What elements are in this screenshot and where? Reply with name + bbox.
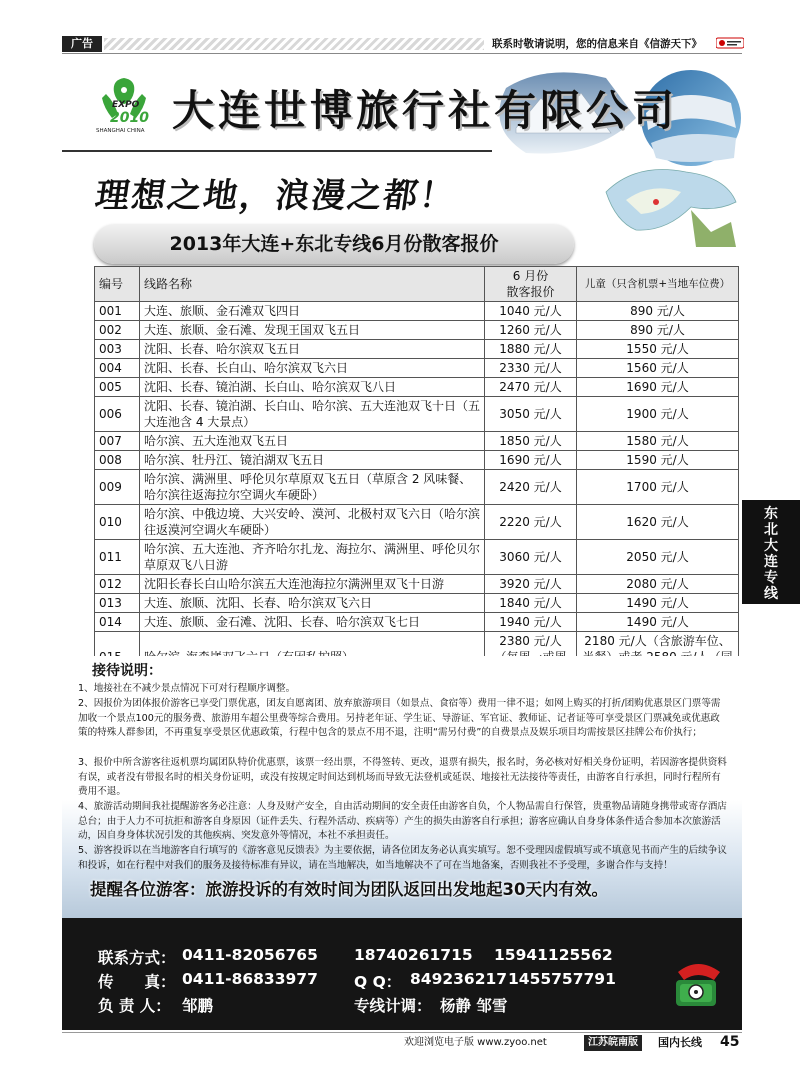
cell-id: 013	[95, 594, 140, 613]
cell-route: 大连、旅顺、金石滩、沈阳、长春、哈尔滨双飞七日	[140, 613, 485, 632]
cell-id: 005	[95, 378, 140, 397]
cell-adult: 2380 元/人	[485, 632, 577, 683]
cell-adult: 2420 元/人	[485, 470, 577, 505]
cell-adult: 2330 元/人	[485, 359, 577, 378]
cell-child: 1490 元/人	[577, 594, 739, 613]
top-divider	[62, 53, 742, 54]
contact-qq-label: Q Q：	[354, 973, 402, 991]
cell-adult: 3050 元/人	[485, 397, 577, 432]
cell-id: 009	[95, 470, 140, 505]
note-item: 1、地接社在不减少景点情况下可对行程顺序调整。	[78, 683, 296, 694]
cell-child: 1560 元/人	[577, 359, 739, 378]
table-row	[95, 470, 739, 505]
cell-child: 1590 元/人	[577, 451, 739, 470]
cell-id: 012	[95, 575, 140, 594]
cell-id: 001	[95, 302, 140, 321]
header-adult-line1: 6 月份	[512, 269, 549, 283]
contact-method-label: 联系方式：	[98, 949, 176, 967]
table-row	[95, 359, 739, 378]
top-stripe-decoration	[104, 38, 484, 50]
cell-route: 沈阳、长春、镜泊湖、长白山、哈尔滨、五大连池双飞十日（五大连池含 4 大景点）	[140, 397, 485, 432]
cell-adult: 2470 元/人	[485, 378, 577, 397]
cell-id: 004	[95, 359, 140, 378]
side-section-label	[742, 506, 800, 602]
cell-route: 大连、旅顺、金石滩、发现王国双飞五日	[140, 321, 485, 340]
table-row	[95, 340, 739, 359]
footer-divider	[62, 1032, 742, 1033]
cell-adult: 3060 元/人	[485, 540, 577, 575]
cell-child: 2050 元/人	[577, 540, 739, 575]
ad-tag: 广告	[62, 36, 102, 52]
complaint-reminder: 提醒各位游客：旅游投诉的有效时间为团队返回出发地起30天内有效。	[90, 880, 608, 899]
contact-manager: 邹鹏	[182, 997, 214, 1015]
table-header-row	[95, 267, 739, 302]
note-item: 4、旅游活动期间我社提醒游客务必注意：人身及财产安全，自由活动期间的安全责任由游客自负，个人物品需自行保管，贵重物品请随身携带或寄存酒店总台；由于人力不可抗拒和游客自身原因（证件丢失、行程外活动、疾病等）产生的损失由游客自行承担；游客应确认自身身体条件适合参加本次旅游活动，因自身身体状况引发的其他疾病、突发意外等情况，本社不承担责任。	[78, 801, 727, 841]
expo-logo	[94, 72, 154, 142]
side-section-text: 东北大连专线	[764, 506, 778, 602]
top-notice: 联系时敬请说明，您的信息来自《信游天下》	[492, 38, 702, 50]
cell-adult: 1840 元/人	[485, 594, 577, 613]
cell-id: 010	[95, 505, 140, 540]
table-row	[95, 540, 739, 575]
cell-adult: 2220 元/人	[485, 505, 577, 540]
cell-child: 1580 元/人	[577, 432, 739, 451]
footer-website: 欢迎浏览电子版 www.zyoo.net	[404, 1037, 547, 1048]
cell-child: 1550 元/人	[577, 340, 739, 359]
header-adult	[485, 267, 577, 302]
cell-route: 哈尔滨、满洲里、呼伦贝尔草原双飞五日（草原含 2 风味餐、哈尔滨往返海拉尔空调火车硬卧）	[140, 470, 485, 505]
cell-route: 哈尔滨、中俄边境、大兴安岭、漠河、北极村双飞六日（哈尔滨往返漠河空调火车硬卧）	[140, 505, 485, 540]
note-item: 5、游客投诉以在当地游客自行填写的《游客意见反馈表》为主要依据，请各位团友务必认真实填写。恕不受理因虚假填写或不填意见书而产生的后续争议和投诉，如在行程中对我们的服务及接待标准有异议，请在当地解决，如当地解决不了可在当地备案，否则我社不予受理，多谢合作与支持！	[78, 845, 727, 871]
cell-route: 大连、旅顺、金石滩双飞四日	[140, 302, 485, 321]
logo-year-text: 2010	[110, 110, 149, 126]
cell-child: 1700 元/人	[577, 470, 739, 505]
cell-child: 1690 元/人	[577, 378, 739, 397]
title-divider	[62, 150, 492, 152]
cell-child: 2180 元/人（含旅游车位、	[577, 632, 739, 683]
cell-child: 1620 元/人	[577, 505, 739, 540]
cell-route: 哈尔滨、牡丹江、镜泊湖双飞五日	[140, 451, 485, 470]
contact-manager-label: 负 责 人：	[98, 997, 171, 1015]
cell-id: 006	[95, 397, 140, 432]
cell-adult: 1940 元/人	[485, 613, 577, 632]
cell-route: 沈阳、长春、镜泊湖、长白山、哈尔滨双飞八日	[140, 378, 485, 397]
contact-mobile-1: 18740261715	[354, 946, 473, 964]
table-row	[95, 451, 739, 470]
footer-edition: 江苏皖南版	[584, 1035, 642, 1051]
cell-id: 007	[95, 432, 140, 451]
magazine-logo-icon	[716, 37, 744, 49]
cell-adult: 3920 元/人	[485, 575, 577, 594]
table-row	[95, 321, 739, 340]
cell-id: 014	[95, 613, 140, 632]
cell-adult: 1040 元/人	[485, 302, 577, 321]
contact-planner-label: 专线计调：	[354, 997, 432, 1015]
cell-route: 大连、旅顺、沈阳、长春、哈尔滨双飞六日	[140, 594, 485, 613]
note-item: 2、因报价为团体报价游客已享受门票优惠，团友自愿离团、放弃旅游项目（如景点、食宿等）费用一律不退；如网上购买的打折/团购优惠景区门票等需加收一个景点100元的服务费、旅游用车超公里费等综合费用。另持老年证、学生证、导游证、军官证、教师证、记者证等可享受景区门票减免或优惠政策的特殊人群参团，不再重复享受景区优惠政策，行程中包含的景点不用不退，注明“需另付费”的自费景点及娱乐项目均需按景区挂牌公布价执行；	[78, 698, 721, 738]
cell-id: 008	[95, 451, 140, 470]
logo-expo-text: EXPO	[112, 100, 140, 110]
contact-mobile-2: 15941125562	[494, 946, 613, 964]
cell-adult: 1850 元/人	[485, 432, 577, 451]
telephone-icon	[668, 950, 730, 1012]
cell-adult: 1880 元/人	[485, 340, 577, 359]
table-row	[95, 575, 739, 594]
price-title: 2013年大连+东北专线6月份散客报价	[169, 233, 499, 255]
cell-route: 哈尔滨、五大连池双飞五日	[140, 432, 485, 451]
map-scenery-image	[596, 152, 742, 252]
cell-adult: 1690 元/人	[485, 451, 577, 470]
table-row	[95, 594, 739, 613]
table-row	[95, 613, 739, 632]
header-child: 儿童（只含机票+当地车位费）	[577, 267, 739, 302]
cell-route: 哈尔滨、五大连池、齐齐哈尔扎龙、海拉尔、满洲里、呼伦贝尔草原双飞八日游	[140, 540, 485, 575]
contact-fax: 0411-86833977	[182, 970, 318, 988]
contact-fax-label: 传 真：	[98, 973, 176, 991]
footer-section: 国内长线	[658, 1036, 702, 1049]
contact-qq-2: 1455757791	[508, 970, 616, 988]
cell-child: 890 元/人	[577, 302, 739, 321]
table-row	[95, 432, 739, 451]
table-row	[95, 505, 739, 540]
cell-route: 沈阳、长春、哈尔滨双飞五日	[140, 340, 485, 359]
header-adult-line2: 散客报价	[506, 285, 555, 299]
cell-route: 沈阳、长春、长白山、哈尔滨双飞六日	[140, 359, 485, 378]
cell-id: 011	[95, 540, 140, 575]
slogan: 理想之地，浪漫之都！	[92, 176, 459, 216]
cell-adult: 1260 元/人	[485, 321, 577, 340]
page-number: 45	[720, 1034, 740, 1050]
logo-city-text: SHANGHAI CHINA	[96, 128, 145, 134]
cell-child: 1900 元/人	[577, 397, 739, 432]
table-row	[95, 397, 739, 432]
header-id: 编号	[95, 267, 140, 302]
cell-route: 沈阳长春长白山哈尔滨五大连池海拉尔满洲里双飞十日游	[140, 575, 485, 594]
cell-child: 890 元/人	[577, 321, 739, 340]
header-route: 线路名称	[140, 267, 485, 302]
cell-id: 003	[95, 340, 140, 359]
contact-tel: 0411-82056765	[182, 946, 318, 964]
contact-qq-1: 849236217	[410, 970, 508, 988]
table-row	[95, 378, 739, 397]
cell-child: 1490 元/人	[577, 613, 739, 632]
company-name: 大连世博旅行社有限公司	[172, 86, 679, 135]
note-item: 3、报价中所含游客往返机票均属团队特价优惠票，该票一经出票，不得签转、更改，退票有损失，报名时，务必核对好相关身份证明，若因游客提供资料有误，或者没有带报名时的相关身份证明，或没有按规定时间达到机场而导致无法登机或延误、地接社无法接待等责任，由游客自行承担，同时行程所有费用不退。	[78, 757, 727, 797]
price-table	[94, 266, 739, 683]
notes-title: 接待说明：	[92, 663, 162, 679]
cell-id: 002	[95, 321, 140, 340]
cell-child: 2080 元/人	[577, 575, 739, 594]
contact-planner: 杨静 邹雪	[440, 997, 508, 1015]
table-row	[95, 302, 739, 321]
